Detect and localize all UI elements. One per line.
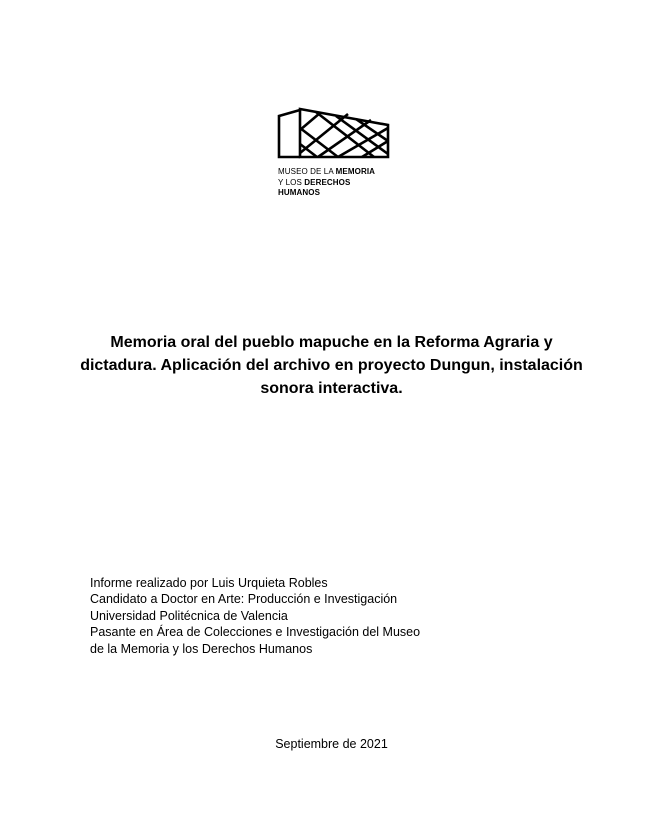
author-line: Pasante en Área de Colecciones e Investigación del Museo — [90, 625, 421, 640]
document-date: Septiembre de 2021 — [275, 737, 388, 751]
museum-logo-text — [278, 167, 375, 199]
document-title — [60, 331, 603, 400]
museum-logo-icon — [276, 106, 391, 161]
title-line: dictadura. Aplicación del archivo en proyecto Dungun, instalación — [80, 357, 583, 374]
logo-line-3: HUMANOS — [278, 188, 321, 197]
author-info — [90, 575, 420, 657]
author-line: de la Memoria y los Derechos Humanos — [90, 641, 313, 656]
author-line: Candidato a Doctor en Arte: Producción e Investigación — [90, 592, 398, 607]
logo-line-2: Y LOS DERECHOS — [278, 177, 351, 187]
title-line: sonora interactiva. — [260, 380, 403, 397]
logo-line-1: MUSEO DE LA MEMORIA — [278, 167, 376, 176]
title-line: Memoria oral del pueblo mapuche en la Reforma Agraria y — [110, 334, 553, 351]
author-line: Universidad Politécnica de Valencia — [90, 608, 288, 623]
author-line: Informe realizado por Luis Urquieta Robles — [90, 576, 328, 590]
